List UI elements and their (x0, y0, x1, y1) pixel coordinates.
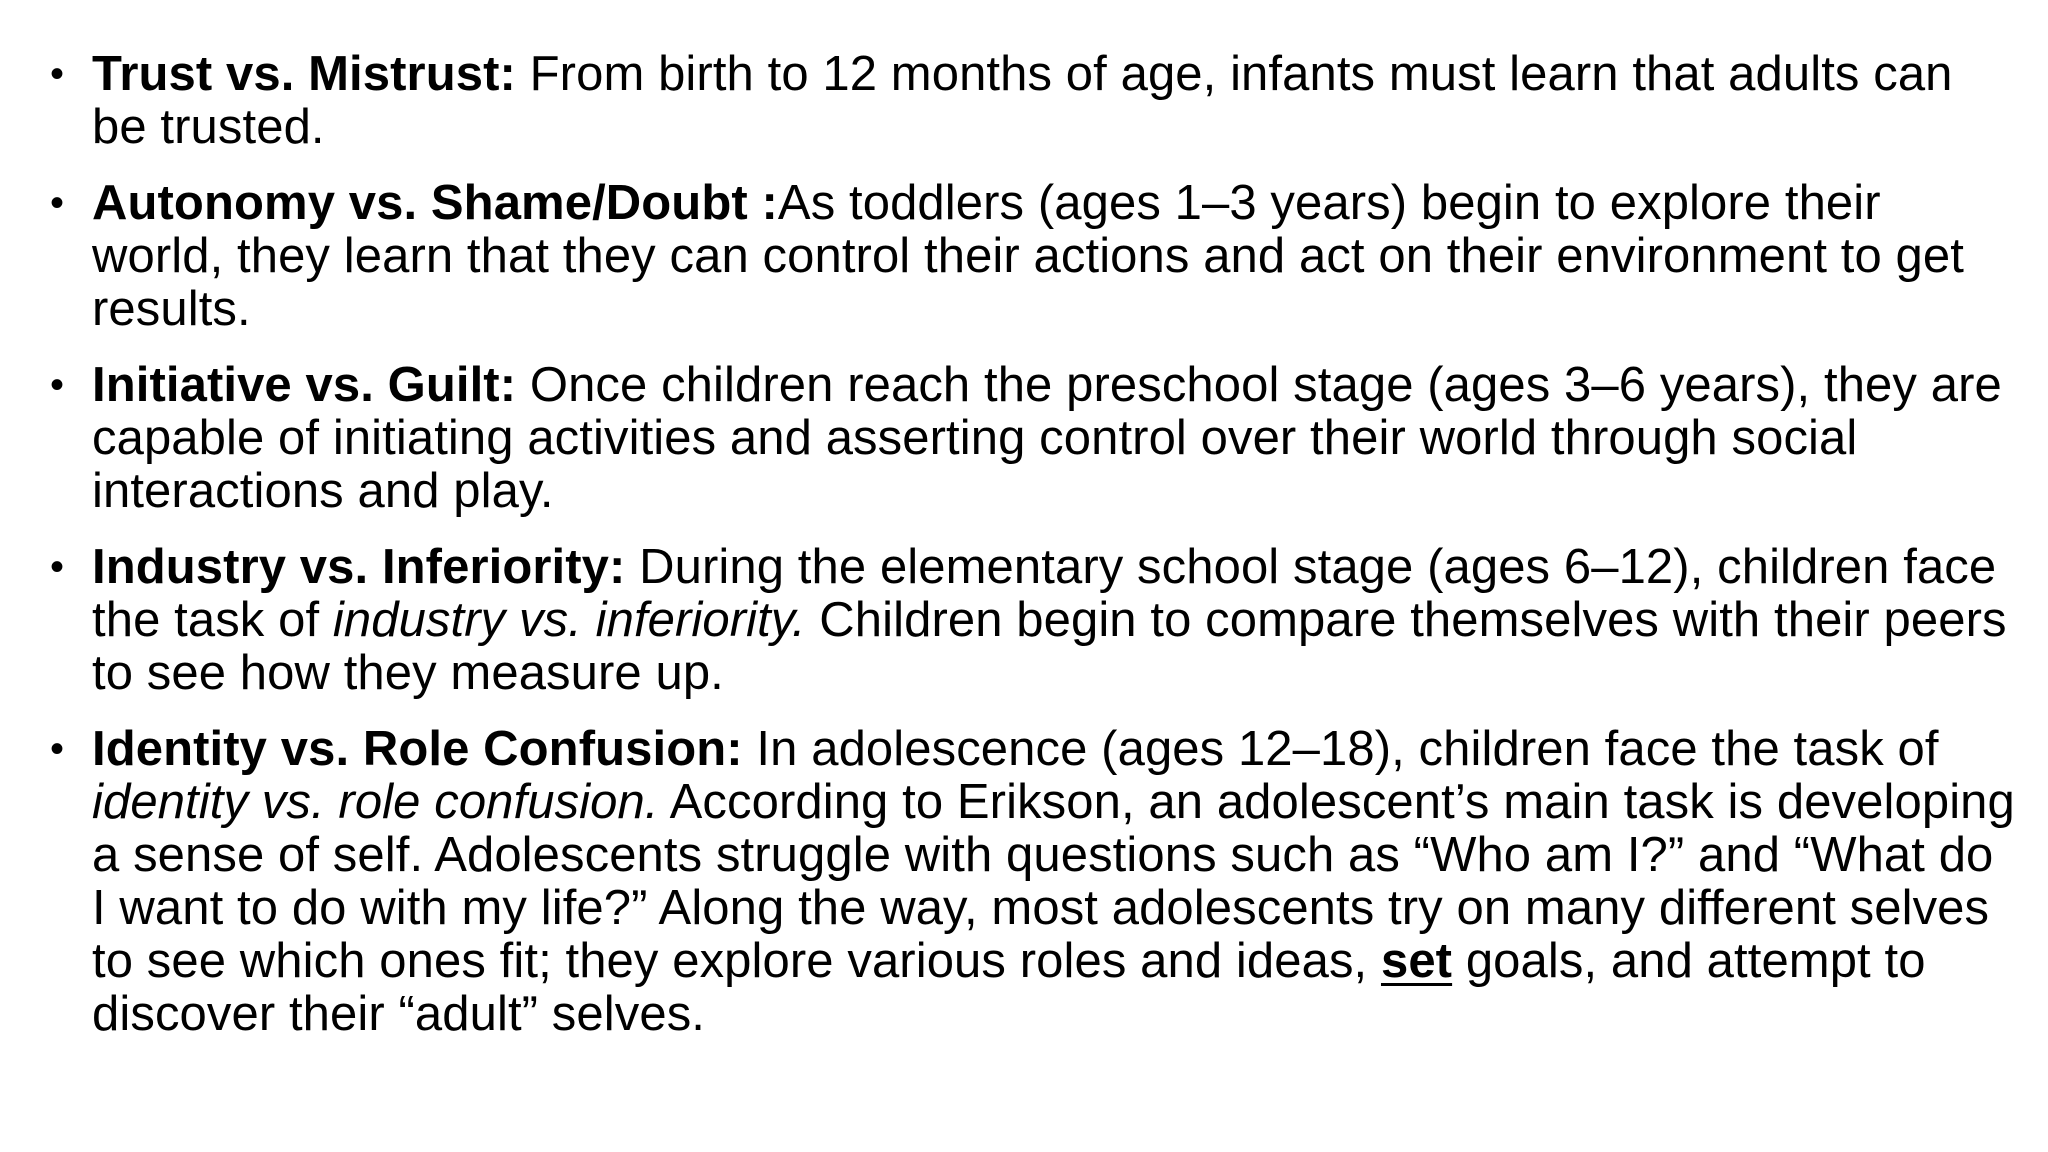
stage-description: During the elementary school stage (ages 6–12), children face the task of (92, 540, 1997, 647)
list-item-identity (50, 723, 2020, 1041)
stage-description: As toddlers (ages 1–3 years) begin to explore their world, they learn that they can control their actions and act on their environment to get results. (92, 176, 1964, 336)
bullet-icon: • (50, 363, 65, 407)
stage-description: In adolescence (ages 12–18), children face the task of (742, 722, 1939, 776)
bullet-icon: • (50, 52, 65, 96)
stage-term: Initiative vs. Guilt: (92, 358, 517, 412)
stage-description: Once children reach the preschool stage (ages 3–6 years), they are capable of initiating activities and asserting control over their world through social interactions and play. (92, 358, 2002, 518)
emphasis-word: set (1380, 934, 1453, 988)
list-item-initiative (50, 359, 2020, 518)
stage-term: Autonomy vs. Shame/Doubt : (92, 176, 778, 230)
bullet-icon: • (50, 727, 65, 771)
stage-italic-term: identity vs. role confusion. (92, 775, 659, 829)
stage-italic-term: industry vs. inferiority. (332, 593, 806, 647)
list-item-autonomy (50, 177, 2020, 336)
list-item-trust (50, 48, 2020, 154)
bullet-icon: • (50, 181, 65, 225)
bullet-icon: • (50, 545, 65, 589)
stage-description-end: goals, and attempt to discover their “adult” selves. (92, 934, 1926, 1041)
stage-description: From birth to 12 months of age, infants must learn that adults can be trusted. (92, 47, 1953, 154)
bullet-list (50, 48, 2020, 1064)
stage-description-cont: Children begin to compare themselves with their peers to see how they measure up. (92, 593, 2007, 700)
list-item-industry (50, 541, 2020, 700)
stage-term: Identity vs. Role Confusion: (92, 722, 743, 776)
stage-term: Trust vs. Mistrust: (92, 47, 516, 101)
stage-description-cont: According to Erikson, an adolescent’s main task is developing a sense of self. Adolescents struggle with questions such as “Who am I?” and “What do I want to do with my life?” Along the way, most adolescents try on many different selves to see which ones fit; they explore various roles and ideas, (92, 775, 2015, 988)
stage-term: Industry vs. Inferiority: (92, 540, 626, 594)
